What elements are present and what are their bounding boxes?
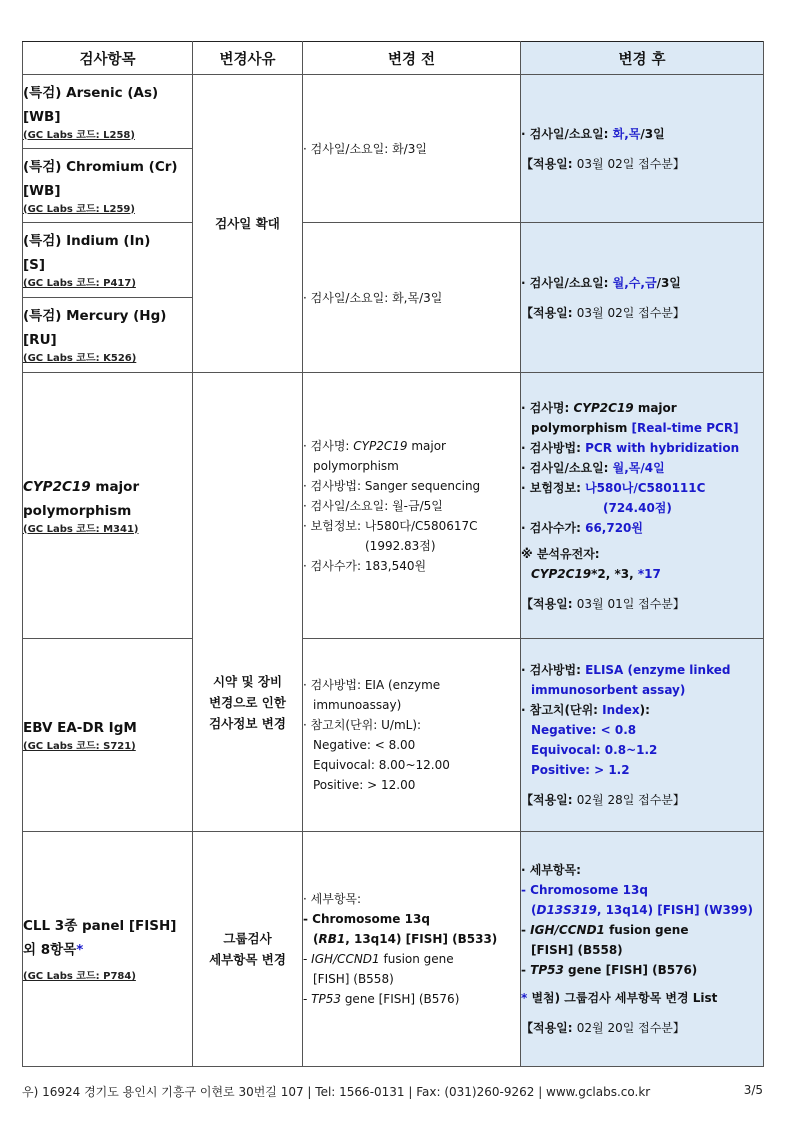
item-chromium: (특검) Chromium (Cr) [WB] (GC Labs 코드: L259) <box>23 149 193 223</box>
item-mercury: (특검) Mercury (Hg) [RU] (GC Labs 코드: K526) <box>23 298 193 373</box>
footer <box>22 1083 763 1100</box>
item-code: (GC Labs 코드: M341) <box>23 523 139 535</box>
item-indium: (특검) Indium (In) [S] (GC Labs 코드: P417) <box>23 223 193 298</box>
change-table <box>22 41 764 1067</box>
item-code: (GC Labs 코드: P417) <box>23 278 136 289</box>
after-group2: · 검사일/소요일: 월,수,금/3일 【적용일: 03월 02일 접수분】 <box>521 223 764 373</box>
header-before: 변경 전 <box>303 42 521 75</box>
reason-group: 그룹검사 세부항목 변경 <box>193 832 303 1067</box>
reason-expand: 검사일 확대 <box>193 75 303 373</box>
before-cll: · 세부항목: - Chromosome 13q (RB1, 13q14) [FISH] (B533) - IGH/CCND1 fusion gene [FISH] (B558) - TP53 gene [FISH] (B576) <box>303 832 521 1067</box>
item-ebv: EBV EA-DR IgM (GC Labs 코드: S721) <box>23 639 193 832</box>
item-arsenic: (특검) Arsenic (As) [WB] (GC Labs 코드: L258) <box>23 75 193 149</box>
page-number: 3/5 <box>743 1083 763 1097</box>
reason-reagent: 시약 및 장비 변경으로 인한 검사정보 변경 <box>193 373 303 832</box>
item-code: (GC Labs 코드: L258) <box>23 129 135 141</box>
after-group1: · 검사일/소요일: 화,목/3일 【적용일: 03월 02일 접수분】 <box>521 75 764 223</box>
footer-address: 우) 16924 경기도 용인시 기흥구 이현로 30번길 107 | Tel: 1566-0131 | Fax: (031)260-9262 | www.gclabs.co.kr <box>22 1085 651 1099</box>
before-cyp2c19: · 검사명: CYP2C19 major polymorphism · 검사방법: Sanger sequencing · 검사일/소요일: 월-금/5일 · 보험정보: 나580다/C580617C (1992.83점) · 검사수가: 183,540원 <box>303 373 521 639</box>
after-cll: · 세부항목: - Chromosome 13q (D13S319, 13q14) [FISH] (W399) - IGH/CCND1 fusion gene [FISH] (B558) - TP53 gene [FISH] (B576) * 별첨) 그룹검사 세부항목 변경 List 【적용일: 02월 20일 접수분】 <box>521 832 764 1067</box>
item-cll: CLL 3종 panel [FISH] 외 8항목* (GC Labs 코드: P784) <box>23 832 193 1067</box>
before-ebv: · 검사방법: EIA (enzyme immunoassay) · 참고치(단위: U/mL): Negative: < 8.00 Equivocal: 8.00~12.00 Positive: > 12.00 <box>303 639 521 832</box>
item-code: (GC Labs 코드: K526) <box>23 353 137 364</box>
after-cyp2c19: · 검사명: CYP2C19 major polymorphism [Real-time PCR] · 검사방법: PCR with hybridization · 검사일/소요일: 월,목/4일 · 보험정보: 나580나/C580111C (724.40점) · 검사수가: 66,720원 ※ 분석유전자: CYP2C19*2, *3, *17 【적용일: 03월 01일 접수분】 <box>521 373 764 639</box>
item-code: (GC Labs 코드: S721) <box>23 741 136 752</box>
item-code: (GC Labs 코드: P784) <box>23 971 136 982</box>
after-ebv: · 검사방법: ELISA (enzyme linked immunosorbent assay) · 참고치(단위: Index): Negative: < 0.8 Equivocal: 0.8~1.2 Positive: > 1.2 【적용일: 02월 28일 접수분】 <box>521 639 764 832</box>
item-cyp2c19: CYP2C19 major polymorphism (GC Labs 코드: M341) <box>23 373 193 639</box>
before-group1: · 검사일/소요일: 화/3일 <box>303 75 521 223</box>
before-group2: · 검사일/소요일: 화,목/3일 <box>303 223 521 373</box>
item-code: (GC Labs 코드: L259) <box>23 203 135 215</box>
header-reason: 변경사유 <box>193 42 303 75</box>
header-after: 변경 후 <box>521 42 764 75</box>
header-item: 검사항목 <box>23 42 193 75</box>
